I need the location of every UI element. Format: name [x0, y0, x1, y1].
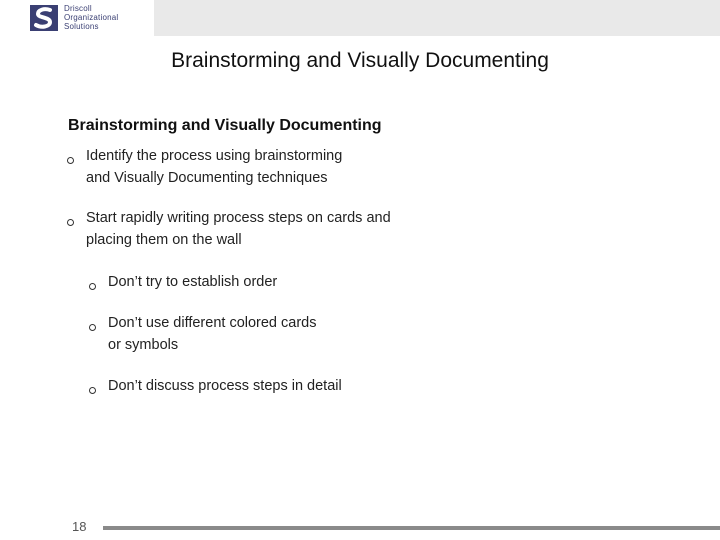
- page-number: 18: [72, 519, 87, 534]
- bullet-item: [86, 145, 342, 189]
- sub-bullet-item: [108, 375, 342, 397]
- company-logo-text: [64, 4, 118, 31]
- sub-bullet-marker: [89, 387, 96, 394]
- footer-divider: [103, 526, 720, 530]
- bullet-marker: [67, 219, 74, 226]
- sub-bullet-marker: [89, 324, 96, 331]
- slide-title: Brainstorming and Visually Documenting: [171, 49, 549, 72]
- bullet-line: Don’t try to establish order: [108, 274, 278, 290]
- bullet-line: placing them on the wall: [86, 232, 242, 248]
- bullet-line: Start rapidly writing process steps on cards and: [86, 210, 391, 226]
- bullet-item: [86, 207, 391, 251]
- logo-line-1: Driscoll: [64, 4, 92, 13]
- header-bar: [0, 0, 720, 36]
- logo-line-2: Organizational: [64, 13, 119, 22]
- logo-line-3: Solutions: [64, 22, 99, 31]
- bullet-line: and Visually Documenting techniques: [86, 170, 328, 186]
- sub-bullet-item: [108, 271, 277, 293]
- bullet-line: or symbols: [108, 337, 179, 353]
- header-band: [154, 0, 720, 36]
- bullet-line: Identify the process using brainstorming: [86, 148, 343, 164]
- bullet-marker: [67, 157, 74, 164]
- sub-bullet-item: [108, 312, 317, 356]
- bullet-line: Don’t discuss process steps in detail: [108, 378, 342, 394]
- sub-bullet-marker: [89, 283, 96, 290]
- section-heading: Brainstorming and Visually Documenting: [68, 117, 382, 134]
- company-logo-icon: [30, 5, 58, 31]
- bullet-line: Don’t use different colored cards: [108, 315, 317, 331]
